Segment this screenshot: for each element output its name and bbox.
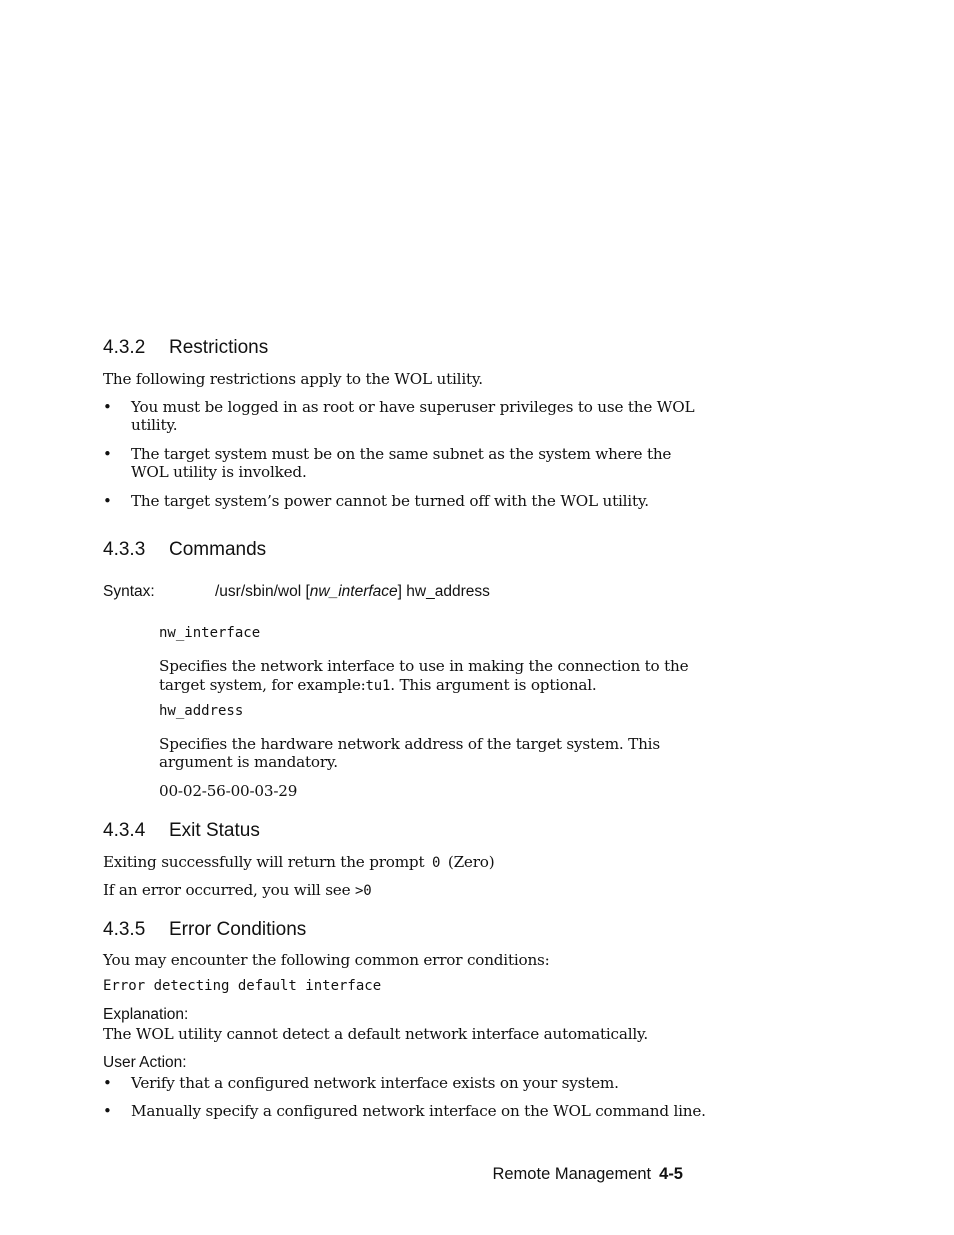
section-number: 4.3.3	[103, 539, 146, 560]
param-hw-address-desc-line1: Specifies the hardware network address of the target system. This	[159, 735, 660, 753]
exit-status-line2	[103, 881, 372, 899]
page-number: 4-5	[659, 1165, 683, 1183]
section-title: Restrictions	[169, 337, 269, 358]
bullet: •	[103, 398, 112, 416]
param-nw-interface: nw_interface	[159, 625, 261, 641]
section-title: Exit Status	[169, 820, 260, 841]
section-number: 4.3.5	[103, 919, 146, 940]
syntax-label: Syntax:	[103, 583, 155, 600]
bullet: •	[103, 445, 112, 463]
example-hw-address: 00-02-56-00-03-29	[159, 782, 298, 800]
restrictions-intro: The following restrictions apply to the WOL utility.	[103, 370, 483, 388]
param-nw-interface-desc-line2	[159, 676, 597, 694]
section-number: 4.3.2	[103, 337, 146, 358]
error-message-code: Error detecting default interface	[103, 978, 382, 994]
page-footer	[492, 1165, 683, 1184]
footer-section-name: Remote Management	[492, 1165, 652, 1183]
restriction-item-1-line2: utility.	[131, 416, 178, 434]
example-interface-code: tu1	[365, 678, 391, 694]
bullet: •	[103, 492, 112, 510]
explanation-text: The WOL utility cannot detect a default network interface automatically.	[103, 1025, 648, 1043]
syntax-command-prefix: /usr/sbin/wol [	[215, 583, 310, 600]
param-hw-address: hw_address	[159, 703, 244, 719]
error-code: >0	[355, 883, 372, 899]
restriction-item-2-line2: WOL utility is involked.	[131, 463, 307, 481]
bullet: •	[103, 1074, 112, 1092]
section-number: 4.3.4	[103, 820, 146, 841]
section-title: Commands	[169, 539, 267, 560]
exit-text: Exiting successfully will return the prompt	[103, 853, 425, 871]
exit-text: If an error occurred, you will see	[103, 881, 351, 899]
syntax-command-suffix: ] hw_address	[397, 583, 490, 600]
user-action-item-2: Manually specify a configured network interface on the WOL command line.	[131, 1102, 706, 1120]
section-title: Error Conditions	[169, 919, 307, 940]
error-conditions-intro: You may encounter the following common error conditions:	[103, 951, 550, 969]
user-action-label: User Action:	[103, 1054, 187, 1071]
heading-exit-status	[103, 820, 260, 842]
syntax-optional-arg: nw_interface	[309, 583, 398, 600]
restriction-item-1-line1: You must be logged in as root or have superuser privileges to use the WOL	[131, 398, 695, 416]
user-action-item-1: Verify that a configured network interface exists on your system.	[131, 1074, 619, 1092]
explanation-label: Explanation:	[103, 1006, 189, 1023]
syntax-command	[215, 583, 490, 601]
exit-status-line1	[103, 853, 494, 871]
zero-code: 0	[431, 855, 441, 871]
desc-text: target system, for example:	[159, 676, 366, 694]
bullet: •	[103, 1102, 112, 1120]
restriction-item-3: The target system’s power cannot be turned off with the WOL utility.	[131, 492, 649, 510]
restriction-item-2-line1: The target system must be on the same subnet as the system where the	[131, 445, 672, 463]
zero-note: (Zero)	[447, 853, 495, 871]
heading-error-conditions	[103, 919, 306, 941]
param-hw-address-desc-line2: argument is mandatory.	[159, 753, 338, 771]
param-nw-interface-desc-line1: Specifies the network interface to use in making the connection to the	[159, 657, 689, 675]
desc-text: . This argument is optional.	[390, 676, 597, 694]
heading-commands	[103, 539, 266, 561]
heading-restrictions	[103, 337, 268, 359]
